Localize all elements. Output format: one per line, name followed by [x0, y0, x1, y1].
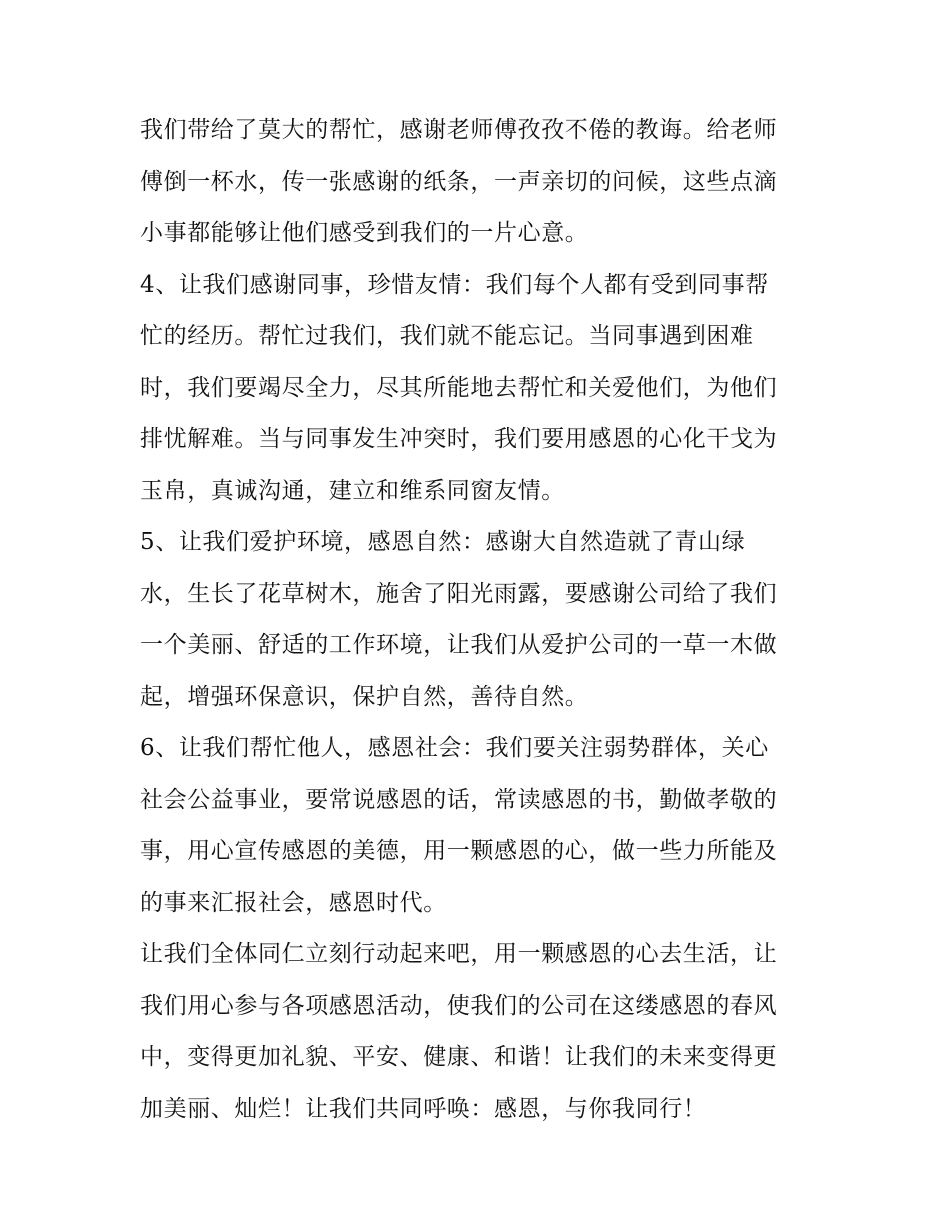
text-line: 4、让我们感谢同事，珍惜友情：我们每个人都有受到同事帮 [140, 271, 769, 298]
text-line: 的事来汇报社会，感恩时代。 [140, 889, 447, 916]
text-line: 事，用心宣传感恩的美德，用一颗感恩的心，做一些力所能及 [140, 838, 778, 864]
text-line: 水，生长了花草树木，施舍了阳光雨露，要感谢公司给了我们 [140, 580, 778, 607]
text-line: 中，变得更加礼貌、平安、健康、和谐！让我们的未来变得更 [140, 1044, 778, 1070]
text-line: 社会公益事业，要常说感恩的话，常读感恩的书，勤做孝敬的 [140, 786, 778, 813]
text-line: 起，增强环保意识，保护自然，善待自然。 [140, 683, 589, 710]
text-line: 6、让我们帮忙他人，感恩社会：我们要关注弱势群体，关心 [140, 735, 769, 761]
text-line: 加美丽、灿烂！让我们共同呼唤：感恩，与你我同行！ [140, 1095, 707, 1122]
text-line: 玉帛，真诚沟通，建立和维系同窗友情。 [140, 477, 565, 504]
document-body [140, 105, 820, 1135]
text-line: 我们带给了莫大的帮忙，感谢老师傅孜孜不倦的教诲。给老师 [140, 117, 778, 143]
text-line: 一个美丽、舒适的工作环境，让我们从爱护公司的一草一木做 [140, 632, 778, 658]
text-line: 5、让我们爱护环境，感恩自然：感谢大自然造就了青山绿 [140, 529, 746, 555]
text-line: 傅倒一杯水，传一张感谢的纸条，一声亲切的问候，这些点滴 [140, 168, 778, 195]
text-line: 时，我们要竭尽全力，尽其所能地去帮忙和关爱他们，为他们 [140, 374, 778, 401]
text-line: 排忧解难。当与同事发生冲突时，我们要用感恩的心化干戈为 [140, 426, 778, 452]
text-line: 小事都能够让他们感受到我们的一片心意。 [140, 220, 589, 246]
text-line: 忙的经历。帮忙过我们，我们就不能忘记。当同事遇到困难 [140, 323, 754, 349]
text-line: 我们用心参与各项感恩活动，使我们的公司在这缕感恩的春风 [140, 992, 778, 1019]
text-line: 让我们全体同仁立刻行动起来吧，用一颗感恩的心去生活，让 [140, 941, 778, 967]
